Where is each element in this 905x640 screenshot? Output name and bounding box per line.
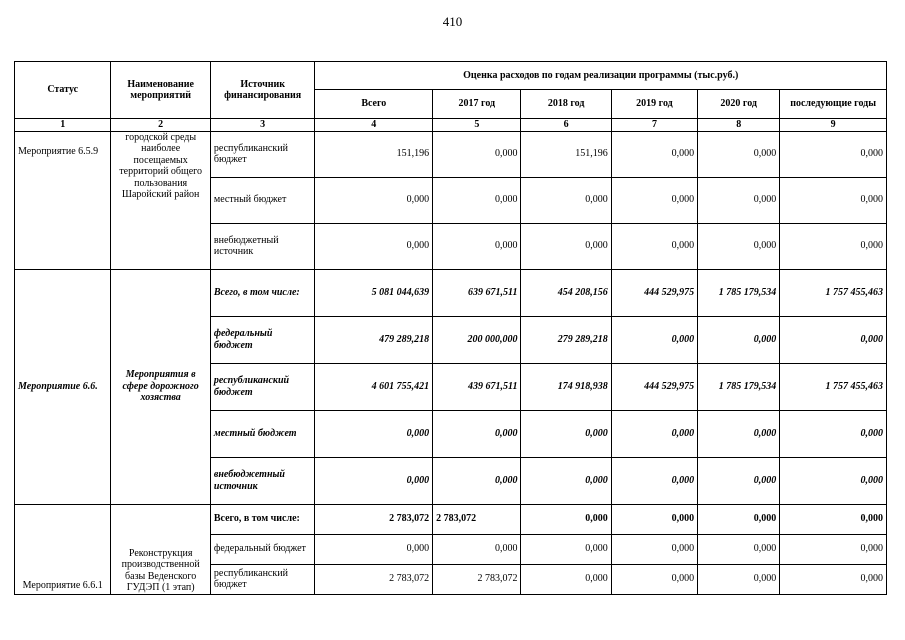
value-cell: 4 601 755,421 [315,363,433,410]
value-cell: 639 671,511 [433,269,521,316]
value-cell: 2 783,072 [433,564,521,594]
col-number: 9 [780,119,887,132]
header-2017: 2017 год [433,90,521,119]
value-cell: 0,000 [698,223,780,269]
value-cell: 444 529,975 [611,269,697,316]
value-cell: 0,000 [315,534,433,564]
value-cell: 0,000 [611,131,697,177]
value-cell: 0,000 [698,564,780,594]
value-cell: 0,000 [521,223,611,269]
value-cell: 0,000 [521,177,611,223]
header-2018: 2018 год [521,90,611,119]
value-cell: 0,000 [698,177,780,223]
value-cell: 0,000 [611,177,697,223]
col-number: 3 [210,119,315,132]
table-row [15,131,887,177]
value-cell: 444 529,975 [611,363,697,410]
col-number: 7 [611,119,697,132]
value-cell: 479 289,218 [315,316,433,363]
value-cell: 5 081 044,639 [315,269,433,316]
header-estimate: Оценка расходов по годам реализации программы (тыс.руб.) [315,62,887,90]
value-cell: 151,196 [521,131,611,177]
value-cell: 1 757 455,463 [780,269,887,316]
value-cell: 0,000 [698,534,780,564]
value-cell: 1 785 179,534 [698,269,780,316]
header-status: Статус [15,62,111,119]
col-number: 6 [521,119,611,132]
value-cell: 0,000 [611,534,697,564]
table-row [15,504,887,534]
value-cell: 0,000 [780,410,887,457]
header-later-years: последующие годы [780,90,887,119]
value-cell: 0,000 [611,457,697,504]
value-cell: 0,000 [315,457,433,504]
col-number: 2 [111,119,210,132]
value-cell: 0,000 [780,131,887,177]
value-cell: 0,000 [433,131,521,177]
row-source: внебюджетный источник [210,223,315,269]
value-cell: 0,000 [521,534,611,564]
budget-table [14,61,887,595]
row-source: республиканский бюджет [210,363,315,410]
value-cell: 2 783,072 [433,504,521,534]
row-source: внебюджетный источник [210,457,315,504]
row-status: Мероприятие 6.6. [15,269,111,504]
value-cell: 200 000,000 [433,316,521,363]
value-cell: 0,000 [521,457,611,504]
row-source: федеральный бюджет [210,316,315,363]
value-cell: 0,000 [698,131,780,177]
value-cell: 1 757 455,463 [780,363,887,410]
value-cell: 0,000 [611,564,697,594]
row-source: Всего, в том числе: [210,504,315,534]
col-number: 8 [698,119,780,132]
header-2020: 2020 год [698,90,780,119]
value-cell: 0,000 [780,504,887,534]
value-cell: 0,000 [698,457,780,504]
row-source: Всего, в том числе: [210,269,315,316]
row-status: Мероприятие 6.6.1 [15,504,111,594]
header-total: Всего [315,90,433,119]
value-cell: 0,000 [780,534,887,564]
value-cell: 0,000 [780,316,887,363]
header-name: Наименование мероприятий [111,62,210,119]
value-cell: 151,196 [315,131,433,177]
row-activity-name: Реконструкция производственной базы Веденского ГУДЭП (1 этап) [111,504,210,594]
value-cell: 0,000 [611,410,697,457]
table-row [15,269,887,316]
row-source: республиканский бюджет [210,131,315,177]
budget-table-container [14,61,888,596]
value-cell: 0,000 [780,457,887,504]
value-cell: 279 289,218 [521,316,611,363]
page-number: 410 [442,14,463,29]
row-activity-name: городской среды наиболее посещаемых территорий общего пользования Шаройский район [111,131,210,269]
col-number: 5 [433,119,521,132]
value-cell: 0,000 [433,534,521,564]
value-cell: 0,000 [780,564,887,594]
value-cell: 0,000 [611,504,697,534]
value-cell: 2 783,072 [315,564,433,594]
value-cell: 439 671,511 [433,363,521,410]
value-cell: 0,000 [780,223,887,269]
row-source: местный бюджет [210,177,315,223]
row-source: республиканский бюджет [210,564,315,594]
value-cell: 0,000 [698,410,780,457]
value-cell: 0,000 [780,177,887,223]
value-cell: 0,000 [698,504,780,534]
row-activity-name: Мероприятия в сфере дорожного хозяства [111,269,210,504]
value-cell: 0,000 [521,410,611,457]
value-cell: 0,000 [611,316,697,363]
col-number: 4 [315,119,433,132]
value-cell: 0,000 [521,504,611,534]
row-source: местный бюджет [210,410,315,457]
value-cell: 0,000 [698,316,780,363]
value-cell: 0,000 [433,223,521,269]
value-cell: 0,000 [315,177,433,223]
row-status: Мероприятие 6.5.9 [15,131,111,269]
value-cell: 0,000 [521,564,611,594]
value-cell: 0,000 [433,457,521,504]
value-cell: 0,000 [433,410,521,457]
header-2019: 2019 год [611,90,697,119]
value-cell: 174 918,938 [521,363,611,410]
value-cell: 0,000 [315,410,433,457]
value-cell: 0,000 [433,177,521,223]
header-source: Источник финансирования [210,62,315,119]
row-source: федеральный бюджет [210,534,315,564]
value-cell: 1 785 179,534 [698,363,780,410]
value-cell: 0,000 [611,223,697,269]
col-number: 1 [15,119,111,132]
value-cell: 2 783,072 [315,504,433,534]
value-cell: 454 208,156 [521,269,611,316]
value-cell: 0,000 [315,223,433,269]
